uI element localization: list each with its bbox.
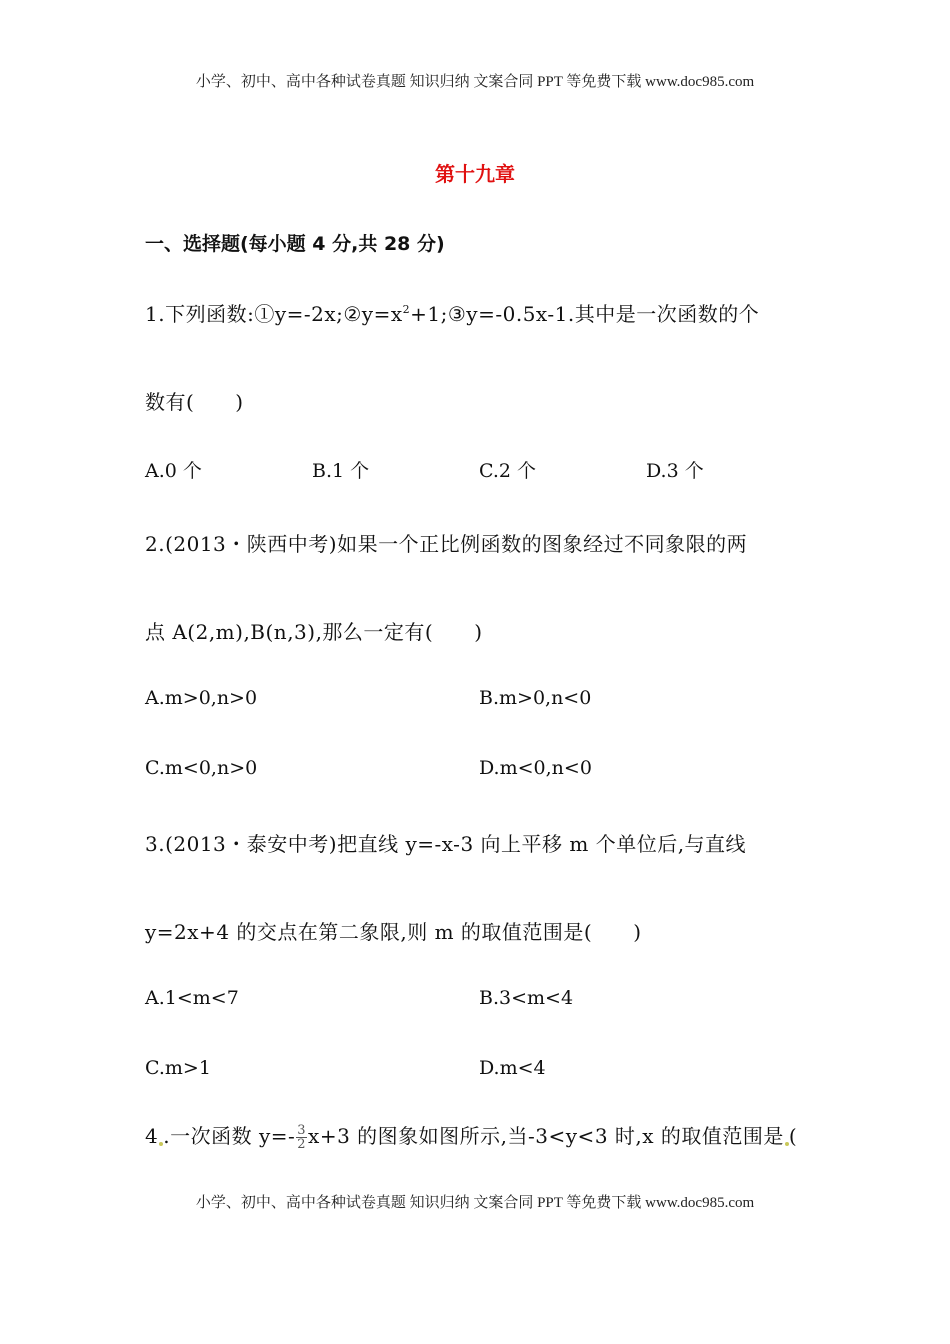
- question-1-option-b: B.1 个: [312, 460, 370, 482]
- question-3-line-1: 3.(2013・泰安中考)把直线 y=-x-3 向上平移 m 个单位后,与直线: [145, 832, 747, 856]
- chapter-title: 第十九章: [435, 162, 515, 186]
- question-1-option-c: C.2 个: [479, 460, 537, 482]
- question-1-text-a: 1.下列函数:①y=-2x;②y=x: [145, 302, 403, 326]
- question-1-superscript: 2: [402, 303, 411, 316]
- question-2-option-a: A.m>0,n>0: [145, 687, 258, 709]
- question-1-option-a: A.0 个: [145, 460, 202, 482]
- section-title: 一、选择题(每小题 4 分,共 28 分): [145, 233, 445, 255]
- question-2-line-2: 点 A(2,m),B(n,3),那么一定有( ): [145, 620, 483, 644]
- question-3-option-a: A.1<m<7: [145, 987, 239, 1009]
- question-2-option-b: B.m>0,n<0: [479, 687, 592, 709]
- question-4-text-c: (: [788, 1124, 798, 1148]
- fraction: [296, 1124, 307, 1151]
- question-1-text-b: +1;③y=-0.5x-1.其中是一次函数的个: [410, 302, 760, 326]
- question-2-option-c: C.m<0,n>0: [145, 757, 258, 779]
- fraction-numerator: 3: [297, 1123, 307, 1138]
- question-1-line-1: [145, 298, 759, 327]
- question-3-option-c: C.m>1: [145, 1057, 211, 1079]
- question-4-number: 4: [145, 1124, 159, 1148]
- question-3-option-b: B.3<m<4: [479, 987, 574, 1009]
- question-2-option-d: D.m<0,n<0: [479, 757, 592, 779]
- question-4-line-1: [145, 1120, 797, 1151]
- question-1-line-2: 数有( ): [145, 390, 244, 414]
- question-1-option-d: D.3 个: [646, 460, 704, 482]
- question-3-line-2: y=2x+4 的交点在第二象限,则 m 的取值范围是( ): [145, 920, 642, 944]
- question-3-option-d: D.m<4: [479, 1057, 546, 1079]
- fraction-denominator: 2: [297, 1137, 307, 1152]
- page-footer: 小学、初中、高中各种试卷真题 知识归纳 文案合同 PPT 等免费下载 www.doc985.com: [195, 1195, 755, 1211]
- page-header: 小学、初中、高中各种试卷真题 知识归纳 文案合同 PPT 等免费下载 www.doc985.com: [195, 74, 755, 90]
- question-4-text-b: x+3 的图象如图所示,当-3<y<3 时,x 的取值范围是: [308, 1124, 784, 1148]
- question-2-line-1: 2.(2013・陕西中考)如果一个正比例函数的图象经过不同象限的两: [145, 532, 748, 556]
- question-4-text-a: .一次函数 y=-: [163, 1124, 296, 1148]
